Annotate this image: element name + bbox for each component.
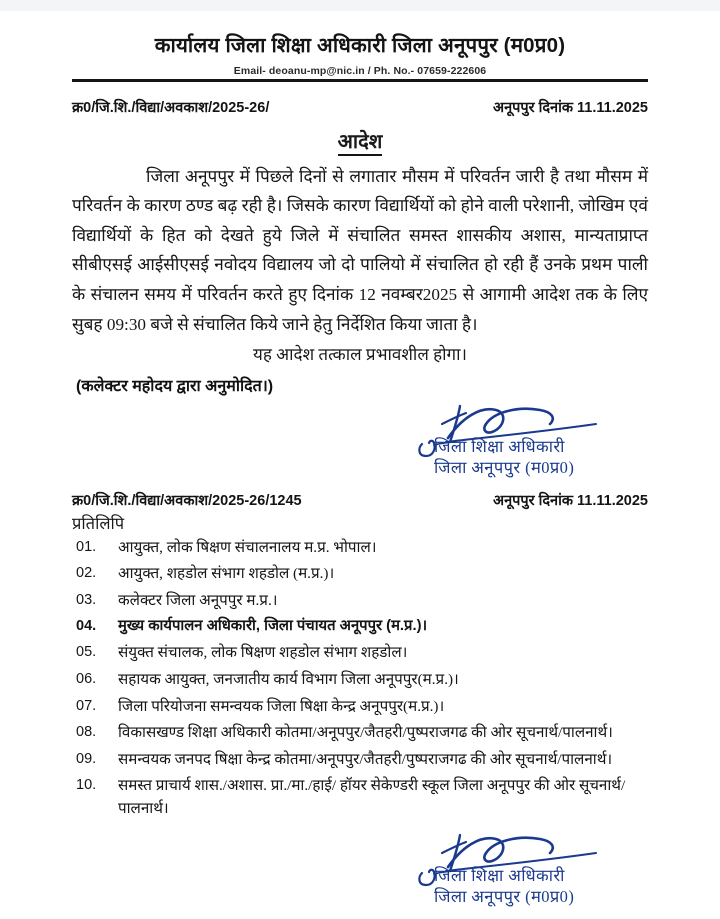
list-item-number: 06. bbox=[76, 670, 97, 687]
list-item-text: सहायक आयुक्त, जनजातीय कार्य विभाग जिला अनूपपुर(म.प्र.)। bbox=[118, 670, 459, 688]
list-item bbox=[72, 695, 648, 718]
list-item bbox=[72, 536, 648, 559]
document-header bbox=[72, 33, 648, 82]
list-item-number: 02. bbox=[76, 565, 97, 582]
effective-line: यह आदेश तत्काल प्रभावशील होगा। bbox=[253, 345, 467, 365]
signature-block-top bbox=[72, 402, 648, 490]
signature-inner-top bbox=[390, 402, 640, 490]
list-item-number: 01. bbox=[76, 538, 97, 555]
list-item bbox=[72, 774, 648, 820]
signature-line-1: जिला शिक्षा अधिकारी bbox=[434, 865, 565, 885]
list-item-number: 10. bbox=[76, 777, 97, 794]
order-body bbox=[72, 162, 648, 339]
approved-line: (कलेक्टर महोदय द्वारा अनुमोदित।) bbox=[76, 377, 274, 395]
list-item bbox=[72, 721, 648, 744]
list-item-number: 05. bbox=[76, 644, 97, 661]
reference-number-bottom: क्र0/जि.शि./विद्या/अवकाश/2025-26/1245 bbox=[72, 492, 302, 509]
copy-label: प्रतिलिपि bbox=[72, 513, 125, 533]
list-item-number: 08. bbox=[76, 724, 97, 741]
office-title: कार्यालय जिला शिक्षा अधिकारी जिला अनूपपुर (म0प्र0) bbox=[154, 34, 566, 57]
list-item bbox=[72, 589, 648, 612]
document-page bbox=[0, 11, 720, 907]
signature-line-2: जिला अनूपपुर (म0प्र0) bbox=[434, 887, 575, 907]
list-item-text: विकासखण्ड शिक्षा अधिकारी कोतमा/अनूपपुर/जैतहरी/पुष्पराजगढ की ओर सूचनार्थ/पालनार्थ। bbox=[118, 724, 613, 742]
list-item-number: 09. bbox=[76, 750, 97, 767]
signature-line-2: जिला अनूपपुर (म0प्र0) bbox=[434, 458, 575, 478]
copy-distribution-list bbox=[72, 536, 648, 821]
list-item-number: 03. bbox=[76, 591, 97, 608]
order-heading bbox=[72, 131, 648, 153]
list-item-text: आयुक्त, शहडोल संभाग शहडोल (म.प्र.)। bbox=[118, 565, 335, 583]
list-item-text: मुख्य कार्यपालन अधिकारी, जिला पंचायत अनूपपुर (म.प्र.)। bbox=[118, 618, 428, 635]
order-heading-text: आदेश bbox=[338, 131, 383, 156]
list-item-text: समन्वयक जनपद षिक्षा केन्द्र कोतमा/अनूपपुर/जैतहरी/पुष्पराजगढ की ओर सूचनार्थ/पालनार्थ। bbox=[118, 750, 613, 768]
reference-number-top: क्र0/जि.शि./विद्या/अवकाश/2025-26/ bbox=[72, 99, 270, 116]
reference-row-bottom bbox=[72, 490, 648, 510]
list-item-text: जिला परियोजना समन्वयक जिला षिक्षा केन्द्र अनूपपुर(म.प्र.)। bbox=[118, 697, 445, 715]
top-gray-band bbox=[0, 0, 720, 11]
contact-line: Email- deoanu-mp@nic.in / Ph. No.- 07659-222606 bbox=[233, 64, 487, 77]
signature-block-bottom bbox=[72, 831, 648, 919]
list-item bbox=[72, 562, 648, 585]
list-item-number: 04. bbox=[76, 618, 97, 635]
list-item-text: कलेक्टर जिला अनूपपुर म.प्र.। bbox=[118, 591, 278, 609]
reference-date-top: अनूपपुर दिनांक 11.11.2025 bbox=[493, 99, 648, 116]
list-item-text: समस्त प्राचार्य शास./अशास. प्रा./मा./हाई/ हॉयर सेकेण्डरी स्कूल जिला अनूपपुर की ओर सूचनार्थ/पालनार्थ। bbox=[118, 777, 626, 818]
order-body-text: जिला अनूपपुर में पिछले दिनों से लगातार मौसम में परिवर्तन जारी है तथा मौसम में परिवर्तन के कारण ठण्ड बढ़ रही है। जिसके कारण विद्यार्थियों को होने वाली परेशानी, जोखिम एवं विद्यार्थियों के हित को देखते हुये जिले में संचालित समस्त शासकीय अशास, मान्यताप्राप्त सीबीएसई आईसीएसई नवोदय विद्यालय जो दो पालियो में संचालित हो रही हैं उनके प्रथम पाली के संचालन समय में परिवर्तन करते हुए दिनांक 12 नवम्बर2025 से आगामी आदेश तक के लिए सुबह 09:30 बजे से संचालित किये जाने हेतु निर्देशित किया जाता है। bbox=[72, 166, 648, 334]
list-item bbox=[72, 668, 648, 691]
signature-inner-bottom bbox=[390, 831, 640, 919]
list-item-number: 07. bbox=[76, 697, 97, 714]
signature-designation-top bbox=[434, 436, 574, 480]
reference-row-top bbox=[72, 97, 648, 117]
list-item-text: संयुक्त संचालक, लोक षिक्षण शहडोल संभाग शहडोल। bbox=[118, 644, 408, 662]
signature-line-1: जिला शिक्षा अधिकारी bbox=[434, 436, 565, 456]
header-divider bbox=[72, 79, 648, 82]
list-item bbox=[72, 748, 648, 771]
signature-designation-bottom bbox=[434, 865, 574, 909]
list-item bbox=[72, 615, 648, 637]
list-item-text: आयुक्त, लोक षिक्षण संचालनालय म.प्र. भोपाल। bbox=[118, 538, 377, 556]
list-item bbox=[72, 641, 648, 664]
reference-date-bottom: अनूपपुर दिनांक 11.11.2025 bbox=[493, 492, 648, 509]
